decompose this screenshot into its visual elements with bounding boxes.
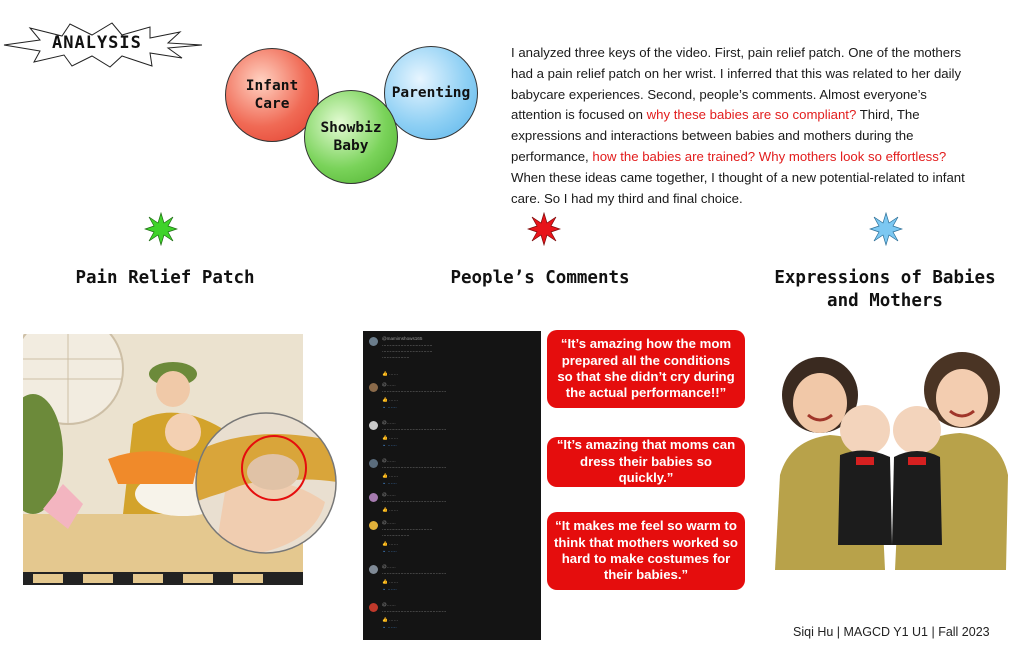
intro-highlight-2: how the babies are trained? Why mothers look so effortless? xyxy=(592,148,947,164)
venn-label-infant-care: Infant Care xyxy=(245,78,299,112)
expressions-heading: Expressions of Babies and Mothers xyxy=(774,268,996,311)
blue-star-icon xyxy=(869,212,903,246)
peoples-comments-heading: People’s Comments xyxy=(450,268,630,288)
babies-and-mothers-photo xyxy=(770,345,1010,575)
venn-circle-showbiz-baby xyxy=(304,90,398,184)
quote-bubble-2: “It’s amazing that moms can dress their babies so quickly.” xyxy=(547,437,745,487)
venn-label-showbiz-baby: Showbiz Baby xyxy=(320,120,382,154)
intro-paragraph xyxy=(511,43,981,209)
pain-relief-patch-heading: Pain Relief Patch xyxy=(75,268,255,288)
red-star-icon xyxy=(527,212,561,246)
intro-text-3: When these ideas came together, I thought of a new potential-related to infant care. So I had my third and final choice. xyxy=(511,169,965,206)
footer-credit: Siqi Hu | MAGCD Y1 U1 | Fall 2023 xyxy=(793,625,990,639)
patch-zoom-magnifier xyxy=(195,412,337,554)
green-star-icon xyxy=(144,212,178,246)
intro-text-1: I analyzed three keys of the video. First, pain relief patch. One of the mothers had a pain relief patch on her wrist. I inferred that this was related to her daily babycare experiences. Second, people’s comments. Almost everyone’s attention is focused on xyxy=(511,45,962,123)
venn-circle-parenting xyxy=(384,46,478,140)
comments-screenshot: @mamimshows165 …………………………… …………………………… ……………… 👍 …… @…… …………………………………… 👍 …… ⌄ …… @…… …………………………………… 👍 …… ⌄ …… @…… …………………………………… 👍 …… ⌄ …… @…… …………………………………… 👍 …… @…… …………………………… ……………… 👍 …… ⌄ …… @…… …………………………………… 👍 …… ⌄ …… @…… …………………………………… 👍 …… ⌄ …… xyxy=(363,331,541,640)
intro-text-2: Third, The expressions and interactions between babies and mothers during the performance, xyxy=(511,107,920,164)
quote-bubble-1: “It’s amazing how the mom prepared all the conditions so that she didn’t cry during the actual performance!!” xyxy=(547,330,745,408)
venn-label-parenting: Parenting xyxy=(391,85,471,101)
quote-bubble-3: “It makes me feel so warm to think that mothers worked so hard to make costumes for their babies.” xyxy=(547,512,745,590)
analysis-title: ANALYSIS xyxy=(52,33,142,53)
intro-highlight-1: why these babies are so compliant? xyxy=(646,107,857,123)
